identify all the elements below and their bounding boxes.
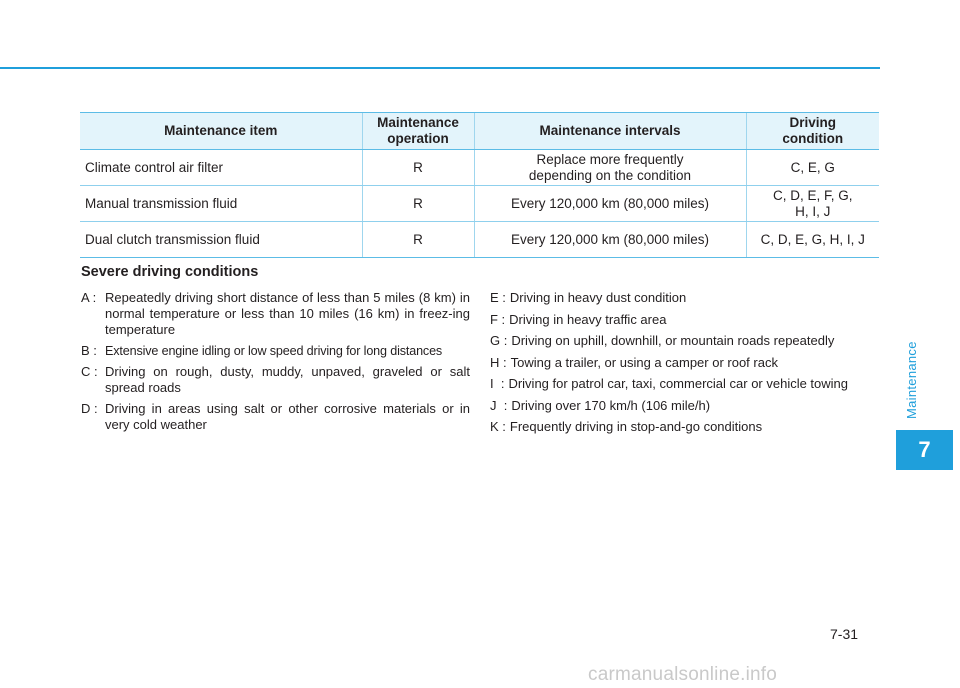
- header-maintenance-operation: Maintenance operation: [362, 113, 474, 150]
- condition-key: B :: [81, 343, 97, 358]
- header-driving-condition: Driving condition: [746, 113, 879, 150]
- list-item: [490, 333, 880, 349]
- header-maintenance-item: Maintenance item: [80, 113, 362, 150]
- cell-operation: R: [362, 222, 474, 258]
- list-item: [490, 419, 880, 435]
- list-item: [81, 290, 470, 338]
- cell-item: Manual transmission fluid: [80, 186, 362, 222]
- list-item: [490, 312, 880, 328]
- list-item: [81, 343, 470, 359]
- conditions-left-column: [81, 290, 470, 438]
- page-number: 7-31: [830, 626, 859, 642]
- condition-key: K :: [490, 419, 506, 434]
- cell-operation: R: [362, 150, 474, 186]
- condition-text: Driving in heavy traffic area: [509, 311, 667, 327]
- chapter-tab: [896, 430, 953, 470]
- maintenance-table: [80, 112, 879, 258]
- list-item: [490, 398, 880, 414]
- condition-key: A :: [81, 290, 97, 305]
- section-title: Severe driving conditions: [81, 264, 259, 280]
- condition-key: D :: [81, 401, 98, 416]
- cell-item: Dual clutch transmission fluid: [80, 222, 362, 258]
- table-row: [80, 186, 879, 222]
- conditions-right-column: [490, 290, 880, 441]
- condition-key: C :: [81, 364, 98, 379]
- table-row: [80, 150, 879, 186]
- condition-key: F :: [490, 311, 506, 327]
- condition-text: Repeatedly driving short distance of less than 5 miles (8 km) in normal temperature or less than 10 miles (16 km) in freez-ing temperature: [105, 290, 470, 337]
- condition-text: Driving on rough, dusty, muddy, unpaved, graveled or salt spread roads: [105, 364, 470, 395]
- list-item: [490, 376, 880, 392]
- condition-text: Towing a trailer, or using a camper or roof rack: [510, 354, 778, 370]
- cell-operation: R: [362, 186, 474, 222]
- condition-key: G :: [490, 333, 508, 348]
- list-item: [490, 290, 880, 306]
- cell-interval: Every 120,000 km (80,000 miles): [474, 186, 746, 222]
- header-maintenance-intervals: Maintenance intervals: [474, 113, 746, 150]
- list-item: [81, 364, 470, 396]
- condition-text: Driving for patrol car, taxi, commercial car or vehicle towing: [508, 376, 849, 391]
- chapter-side-label: Maintenance: [904, 341, 919, 419]
- list-item: [81, 401, 470, 433]
- condition-key: I :: [490, 376, 505, 391]
- condition-key: H :: [490, 354, 507, 370]
- condition-text: Frequently driving in stop-and-go conditions: [509, 419, 763, 434]
- table-row: [80, 222, 879, 258]
- condition-text: Driving in areas using salt or other corrosive materials or in very cold weather: [105, 401, 470, 432]
- cell-interval: Every 120,000 km (80,000 miles): [474, 222, 746, 258]
- watermark: carmanualsonline.info: [588, 664, 778, 685]
- condition-text: Extensive engine idling or low speed driving for long distances: [105, 344, 443, 358]
- condition-key: J :: [490, 397, 508, 413]
- list-item: [490, 355, 880, 371]
- condition-key: E :: [490, 290, 506, 305]
- cell-condition: C, D, E, F, G, H, I, J: [746, 186, 879, 222]
- condition-text: Driving over 170 km/h (106 mile/h): [511, 397, 711, 413]
- chapter-number: 7: [918, 437, 931, 462]
- condition-text: Driving on uphill, downhill, or mountain roads repeatedly: [511, 333, 835, 348]
- top-rule: [0, 67, 880, 69]
- cell-condition: C, D, E, G, H, I, J: [746, 222, 879, 258]
- cell-item: Climate control air filter: [80, 150, 362, 186]
- cell-condition: C, E, G: [746, 150, 879, 186]
- condition-text: Driving in heavy dust condition: [509, 290, 687, 305]
- cell-interval: Replace more frequently depending on the condition: [474, 150, 746, 186]
- table-header-row: [80, 113, 879, 150]
